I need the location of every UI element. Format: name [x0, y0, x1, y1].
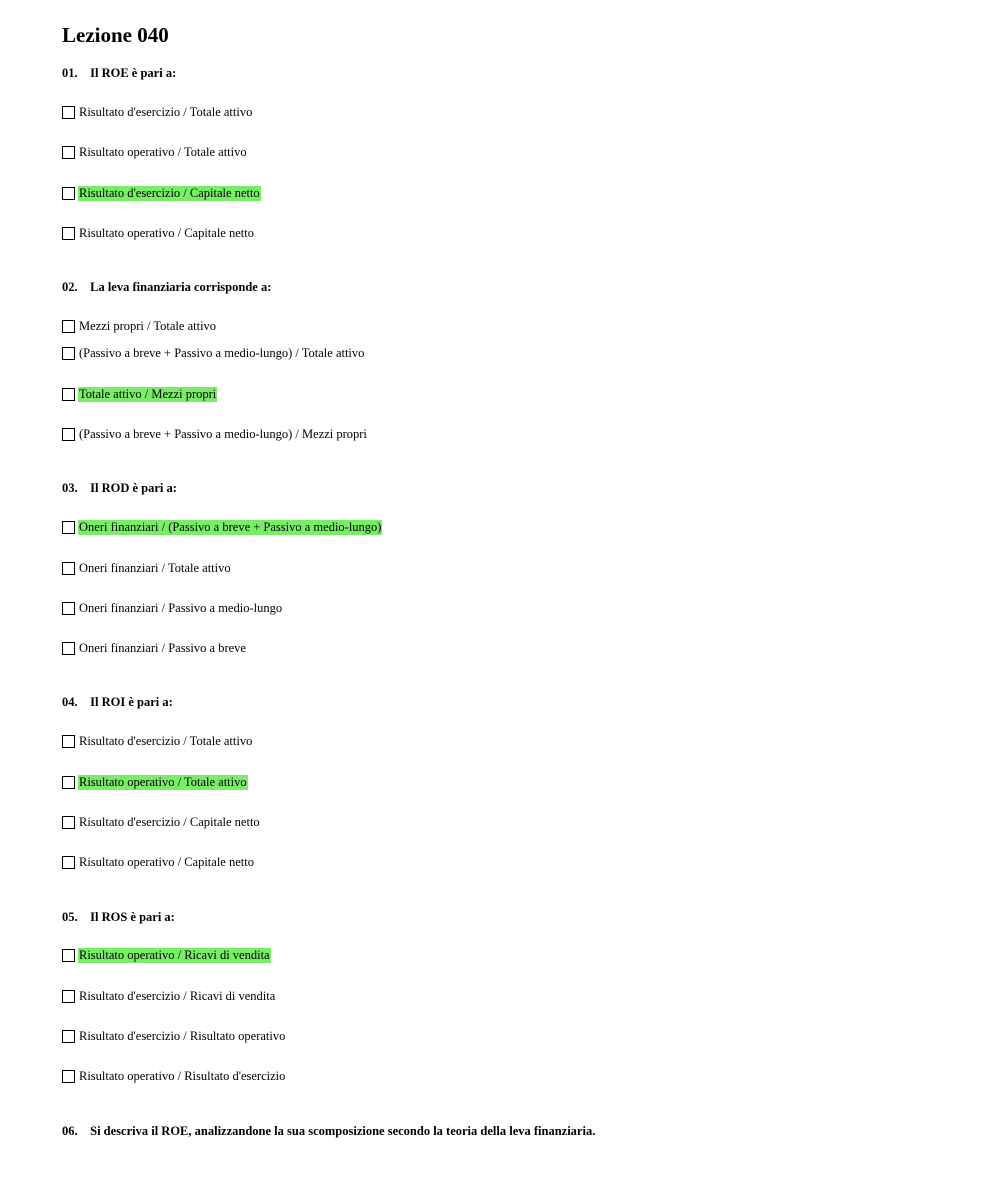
- answer-label-highlighted: Oneri finanziari / (Passivo a breve + Passivo a medio-lungo): [79, 519, 382, 534]
- question-number: 01.: [62, 66, 78, 80]
- answer-checkbox[interactable]: [62, 106, 75, 119]
- question-text: Si descriva il ROE, analizzandone la sua scomposizione secondo la teoria della leva finanziaria.: [90, 1124, 596, 1138]
- answer-checkbox[interactable]: [62, 990, 75, 1003]
- answer-checkbox[interactable]: [62, 816, 75, 829]
- question-heading: [62, 65, 176, 81]
- question-number: 05.: [62, 910, 78, 924]
- question-heading: [62, 480, 177, 496]
- answer-checkbox[interactable]: [62, 562, 75, 575]
- answer-checkbox[interactable]: [62, 146, 75, 159]
- answer-checkbox[interactable]: [62, 388, 75, 401]
- answer-checkbox[interactable]: [62, 320, 75, 333]
- answer-checkbox[interactable]: [62, 642, 75, 655]
- answer-label: Risultato d'esercizio / Totale attivo: [79, 104, 253, 119]
- answer-label: (Passivo a breve + Passivo a medio-lungo) / Totale attivo: [79, 345, 365, 360]
- answer-label: Risultato d'esercizio / Totale attivo: [79, 733, 253, 748]
- answer-label: Risultato operativo / Capitale netto: [79, 854, 254, 869]
- answer-option[interactable]: [62, 318, 217, 334]
- answer-checkbox[interactable]: [62, 602, 75, 615]
- question-heading: [62, 909, 175, 925]
- answer-option-correct[interactable]: [62, 185, 261, 201]
- answer-option-correct[interactable]: [62, 774, 248, 790]
- question-heading: [62, 1123, 595, 1139]
- answer-option-correct[interactable]: [62, 519, 382, 535]
- answer-checkbox[interactable]: [62, 1070, 75, 1083]
- answer-label: Oneri finanziari / Totale attivo: [79, 560, 231, 575]
- question-heading: [62, 279, 271, 295]
- answer-option[interactable]: [62, 640, 247, 656]
- answer-checkbox[interactable]: [62, 187, 75, 200]
- answer-label: Risultato d'esercizio / Ricavi di vendita: [79, 988, 276, 1003]
- answer-option[interactable]: [62, 733, 253, 749]
- answer-option[interactable]: [62, 600, 283, 616]
- question-number: 02.: [62, 280, 78, 294]
- answer-option[interactable]: [62, 426, 368, 442]
- answer-option[interactable]: [62, 345, 365, 361]
- answer-label: Risultato operativo / Capitale netto: [79, 225, 254, 240]
- answer-option[interactable]: [62, 560, 232, 576]
- answer-option[interactable]: [62, 814, 261, 830]
- answer-option[interactable]: [62, 988, 276, 1004]
- answer-option[interactable]: [62, 1028, 286, 1044]
- answer-checkbox[interactable]: [62, 776, 75, 789]
- question-number: 06.: [62, 1124, 78, 1138]
- question-text: Il ROI è pari a:: [90, 695, 173, 709]
- answer-label-highlighted: Totale attivo / Mezzi propri: [79, 386, 217, 401]
- question-text: Il ROS è pari a:: [90, 910, 175, 924]
- question-heading: [62, 694, 173, 710]
- page-title: Lezione 040: [62, 23, 169, 47]
- answer-checkbox[interactable]: [62, 227, 75, 240]
- answer-checkbox[interactable]: [62, 1030, 75, 1043]
- answer-label-highlighted: Risultato operativo / Ricavi di vendita: [79, 947, 270, 962]
- answer-label: Risultato d'esercizio / Risultato operativo: [79, 1028, 286, 1043]
- answer-label: (Passivo a breve + Passivo a medio-lungo) / Mezzi propri: [79, 426, 367, 441]
- answer-option[interactable]: [62, 225, 255, 241]
- answer-label: Oneri finanziari / Passivo a medio-lungo: [79, 600, 283, 615]
- answer-label-highlighted: Risultato operativo / Totale attivo: [79, 774, 247, 789]
- question-text: Il ROD è pari a:: [90, 481, 177, 495]
- answer-label: Mezzi propri / Totale attivo: [79, 318, 217, 333]
- answer-option-correct[interactable]: [62, 947, 271, 963]
- answer-checkbox[interactable]: [62, 949, 75, 962]
- answer-label: Risultato operativo / Risultato d'esercizio: [79, 1068, 286, 1083]
- answer-option[interactable]: [62, 104, 253, 120]
- answer-option[interactable]: [62, 144, 248, 160]
- answer-label: Risultato operativo / Totale attivo: [79, 144, 247, 159]
- question-text: La leva finanziaria corrisponde a:: [90, 280, 272, 294]
- answer-label: Risultato d'esercizio / Capitale netto: [79, 814, 260, 829]
- question-number: 03.: [62, 481, 78, 495]
- answer-label-highlighted: Risultato d'esercizio / Capitale netto: [79, 185, 260, 200]
- question-text: Il ROE è pari a:: [90, 66, 177, 80]
- answer-checkbox[interactable]: [62, 856, 75, 869]
- answer-checkbox[interactable]: [62, 428, 75, 441]
- answer-option-correct[interactable]: [62, 386, 217, 402]
- answer-option[interactable]: [62, 854, 255, 870]
- answer-checkbox[interactable]: [62, 735, 75, 748]
- answer-option[interactable]: [62, 1068, 286, 1084]
- answer-checkbox[interactable]: [62, 347, 75, 360]
- answer-checkbox[interactable]: [62, 521, 75, 534]
- answer-label: Oneri finanziari / Passivo a breve: [79, 640, 246, 655]
- question-number: 04.: [62, 695, 78, 709]
